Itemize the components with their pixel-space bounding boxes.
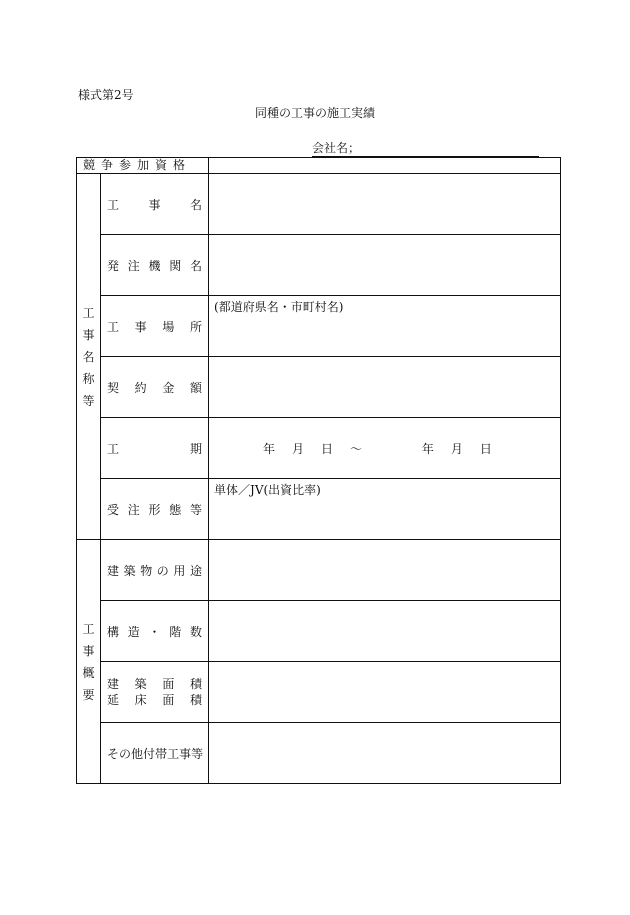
performance-table xyxy=(76,157,561,784)
value-building-use[interactable] xyxy=(209,540,561,601)
company-name-field[interactable] xyxy=(312,142,539,157)
label-other-works: そ の 他 付 帯 工 事 等 xyxy=(101,723,209,784)
label-areas: 建 築 面 積 延 床 面 積 xyxy=(101,662,209,723)
group-construction-name: 工 事 名 称 等 xyxy=(77,174,101,540)
group-construction-overview: 工 事 概 要 xyxy=(77,540,101,784)
value-other-works[interactable] xyxy=(209,723,561,784)
label-construction-name: 工 事 名 xyxy=(101,174,209,235)
value-contract-amount[interactable] xyxy=(209,357,561,418)
order-type-hint: 単体／JV(出資比率) xyxy=(214,483,321,497)
qualification-header: 競争参加資格 xyxy=(77,158,209,174)
site-hint: (都道府県名・市町村名) xyxy=(214,300,344,314)
label-building-use: 建 築 物 の 用 途 xyxy=(101,540,209,601)
label-contract-amount: 契 約 金 額 xyxy=(101,357,209,418)
value-construction-site[interactable] xyxy=(209,296,561,357)
value-structure-floors[interactable] xyxy=(209,601,561,662)
label-construction-site: 工 事 場 所 xyxy=(101,296,209,357)
document-title: 同種の工事の施工実績 xyxy=(254,106,375,120)
value-ordering-agency[interactable] xyxy=(209,235,561,296)
value-order-type[interactable] xyxy=(209,479,561,540)
company-name-label: 会社名； xyxy=(312,141,361,155)
value-construction-period[interactable]: 年 月 日 ～ 年 月 日 xyxy=(209,418,561,479)
value-construction-name[interactable] xyxy=(209,174,561,235)
label-ordering-agency: 発 注 機 関 名 xyxy=(101,235,209,296)
label-construction-period: 工 期 xyxy=(101,418,209,479)
qualification-value[interactable] xyxy=(209,158,561,174)
label-structure-floors: 構 造 ・ 階 数 xyxy=(101,601,209,662)
value-areas[interactable] xyxy=(209,662,561,723)
form-number: 様式第2号 xyxy=(78,88,134,102)
label-order-type: 受 注 形 態 等 xyxy=(101,479,209,540)
